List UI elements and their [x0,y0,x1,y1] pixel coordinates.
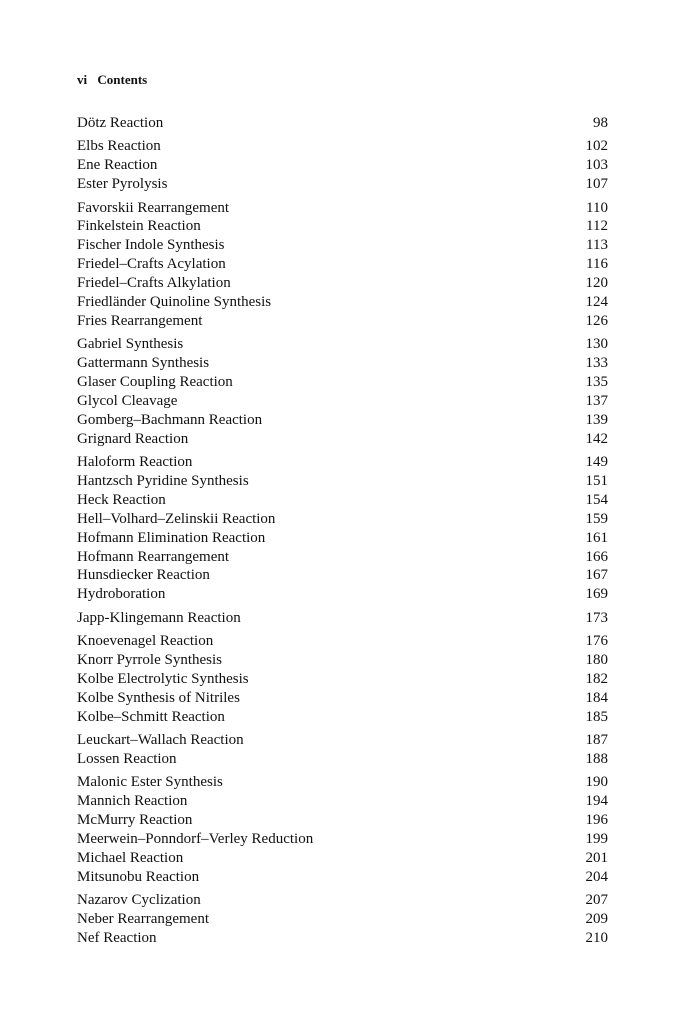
toc-entry-page-number: 161 [585,529,608,546]
toc-letter-group [77,335,608,448]
toc-entry-title: Grignard Reaction [77,430,189,447]
toc-entry-page-number: 107 [585,176,608,193]
toc-entry[interactable] [77,411,608,430]
toc-entry-page-number: 113 [586,237,608,254]
toc-entry-title: Elbs Reaction [77,138,161,155]
running-header-title: Contents [97,72,148,87]
toc-entry-title: Haloform Reaction [77,454,193,471]
toc-entry-title: Gabriel Synthesis [77,336,184,353]
toc-entry[interactable] [77,236,608,255]
toc-entry[interactable] [77,609,608,628]
toc-entry-title: Hunsdiecker Reaction [77,567,210,584]
toc-entry[interactable] [77,293,608,312]
toc-entry-title: Nazarov Cyclization [77,892,201,909]
toc-entry-title: Ester Pyrolysis [77,176,168,193]
toc-entry-page-number: 159 [585,510,608,527]
toc-entry-title: Knoevenagel Reaction [77,633,214,650]
toc-entry-page-number: 196 [585,812,608,829]
toc-entry-title: Friedel–Crafts Acylation [77,256,226,273]
toc-entry-title: Gattermann Synthesis [77,355,210,372]
toc-entry[interactable] [77,472,608,491]
toc-entry-page-number: 110 [586,199,608,216]
toc-entry[interactable] [77,114,608,133]
toc-entry[interactable] [77,156,608,175]
toc-entry[interactable] [77,430,608,449]
toc-entry-page-number: 204 [585,868,608,885]
toc-entry[interactable] [77,689,608,708]
toc-entry-page-number: 133 [585,355,608,372]
toc-entry-page-number: 116 [586,256,608,273]
toc-entry-page-number: 135 [585,374,608,391]
running-header [77,72,147,88]
toc-entry[interactable] [77,392,608,411]
toc-entry[interactable] [77,731,608,750]
toc-entry[interactable] [77,651,608,670]
toc-entry-page-number: 120 [585,275,608,292]
toc-entry-title: Hantzsch Pyridine Synthesis [77,473,249,490]
toc-entry[interactable] [77,175,608,194]
toc-entry[interactable] [77,199,608,218]
toc-letter-group [77,773,608,886]
toc-entry-page-number: 126 [585,312,608,329]
toc-entry-title: Fries Rearrangement [77,312,203,329]
toc-entry-title: Lossen Reaction [77,751,177,767]
toc-entry-title: Hydroboration [77,586,166,603]
table-of-contents [77,114,608,952]
toc-entry-page-number: 151 [585,473,608,490]
toc-entry[interactable] [77,373,608,392]
toc-entry[interactable] [77,868,608,887]
toc-entry-title: Mannich Reaction [77,793,188,810]
toc-entry-page-number: 185 [585,708,608,725]
toc-entry-title: Friedländer Quinoline Synthesis [77,294,272,311]
toc-entry-title: Hofmann Rearrangement [77,548,230,565]
toc-entry-title: Meerwein–Ponndorf–Verley Reduction [77,831,314,848]
toc-entry-page-number: 103 [585,157,608,174]
toc-entry-page-number: 180 [585,652,608,669]
toc-entry-page-number: 112 [586,218,608,235]
toc-letter-group [77,609,608,628]
toc-letter-group [77,632,608,726]
toc-entry-title: Hell–Volhard–Zelinskii Reaction [77,510,276,527]
toc-entry-title: Kolbe–Schmitt Reaction [77,708,225,725]
toc-entry[interactable] [77,792,608,811]
toc-entry-title: Hofmann Elimination Reaction [77,529,266,546]
toc-entry-page-number: 130 [585,336,608,353]
page-folio: vi [77,72,88,87]
toc-entry[interactable] [77,491,608,510]
toc-entry-title: Finkelstein Reaction [77,218,201,235]
toc-letter-group [77,891,608,948]
toc-entry[interactable] [77,510,608,529]
toc-letter-group [77,453,608,604]
toc-entry[interactable] [77,529,608,548]
toc-entry-page-number: 167 [585,567,608,584]
toc-entry-title: Heck Reaction [77,491,166,508]
toc-entry-title: Gomberg–Bachmann Reaction [77,411,263,428]
toc-entry-title: Knorr Pyrrole Synthesis [77,652,222,669]
toc-entry[interactable] [77,830,608,849]
toc-letter-group [77,731,608,769]
toc-entry-page-number: 98 [593,115,608,131]
toc-entry-page-number: 210 [585,930,608,947]
toc-entry[interactable] [77,274,608,293]
toc-entry-title: Malonic Ester Synthesis [77,774,223,791]
toc-entry[interactable] [77,910,608,929]
toc-entry-title: Mitsunobu Reaction [77,868,200,885]
toc-entry-page-number: 207 [585,892,608,909]
toc-entry-title: Glycol Cleavage [77,392,178,409]
toc-entry-page-number: 102 [585,138,608,155]
toc-entry-page-number: 190 [585,774,608,791]
toc-entry-page-number: 137 [585,392,608,409]
toc-entry-title: Favorskii Rearrangement [77,199,230,216]
toc-entry-page-number: 154 [585,491,608,508]
toc-letter-group [77,137,608,194]
toc-entry-page-number: 173 [585,609,608,626]
toc-entry[interactable] [77,708,608,727]
toc-letter-group [77,199,608,331]
toc-entry[interactable] [77,354,608,373]
toc-entry-page-number: 187 [585,732,608,749]
toc-entry[interactable] [77,335,608,354]
toc-entry[interactable] [77,750,608,769]
toc-entry-title: Dötz Reaction [77,115,164,131]
toc-entry[interactable] [77,891,608,910]
toc-entry-title: Ene Reaction [77,157,158,174]
toc-entry[interactable] [77,453,608,472]
toc-entry-page-number: 176 [585,633,608,650]
toc-entry-page-number: 139 [585,411,608,428]
toc-entry-page-number: 201 [585,849,608,866]
toc-entry-page-number: 182 [585,670,608,687]
toc-entry-title: Kolbe Electrolytic Synthesis [77,670,249,687]
toc-entry-title: Kolbe Synthesis of Nitriles [77,689,240,706]
toc-entry[interactable] [77,811,608,830]
toc-entry-page-number: 169 [585,586,608,603]
toc-entry-title: Friedel–Crafts Alkylation [77,275,231,292]
toc-entry-title: Leuckart–Wallach Reaction [77,732,244,749]
toc-entry[interactable] [77,632,608,651]
toc-entry-page-number: 184 [585,689,608,706]
toc-entry[interactable] [77,217,608,236]
toc-entry[interactable] [77,929,608,948]
toc-entry-title: Fischer Indole Synthesis [77,237,225,254]
toc-entry-page-number: 194 [585,793,608,810]
toc-entry-title: Michael Reaction [77,849,184,866]
toc-entry[interactable] [77,849,608,868]
toc-entry-title: Glaser Coupling Reaction [77,374,233,391]
toc-entry-page-number: 188 [585,751,608,767]
toc-entry-title: McMurry Reaction [77,812,193,829]
toc-entry[interactable] [77,548,608,567]
toc-entry-page-number: 209 [585,911,608,928]
toc-entry-page-number: 199 [585,831,608,848]
toc-entry-page-number: 149 [585,454,608,471]
toc-entry-page-number: 124 [585,294,608,311]
toc-entry[interactable] [77,255,608,274]
toc-entry-page-number: 142 [585,430,608,447]
toc-entry-title: Japp-Klingemann Reaction [77,609,241,626]
toc-entry-page-number: 166 [585,548,608,565]
toc-entry[interactable] [77,312,608,331]
toc-entry-title: Neber Rearrangement [77,911,210,928]
toc-entry[interactable] [77,585,608,604]
toc-entry[interactable] [77,566,608,585]
toc-entry-title: Nef Reaction [77,930,157,947]
toc-entry[interactable] [77,670,608,689]
toc-letter-group [77,114,608,133]
toc-entry[interactable] [77,773,608,792]
toc-entry[interactable] [77,137,608,156]
